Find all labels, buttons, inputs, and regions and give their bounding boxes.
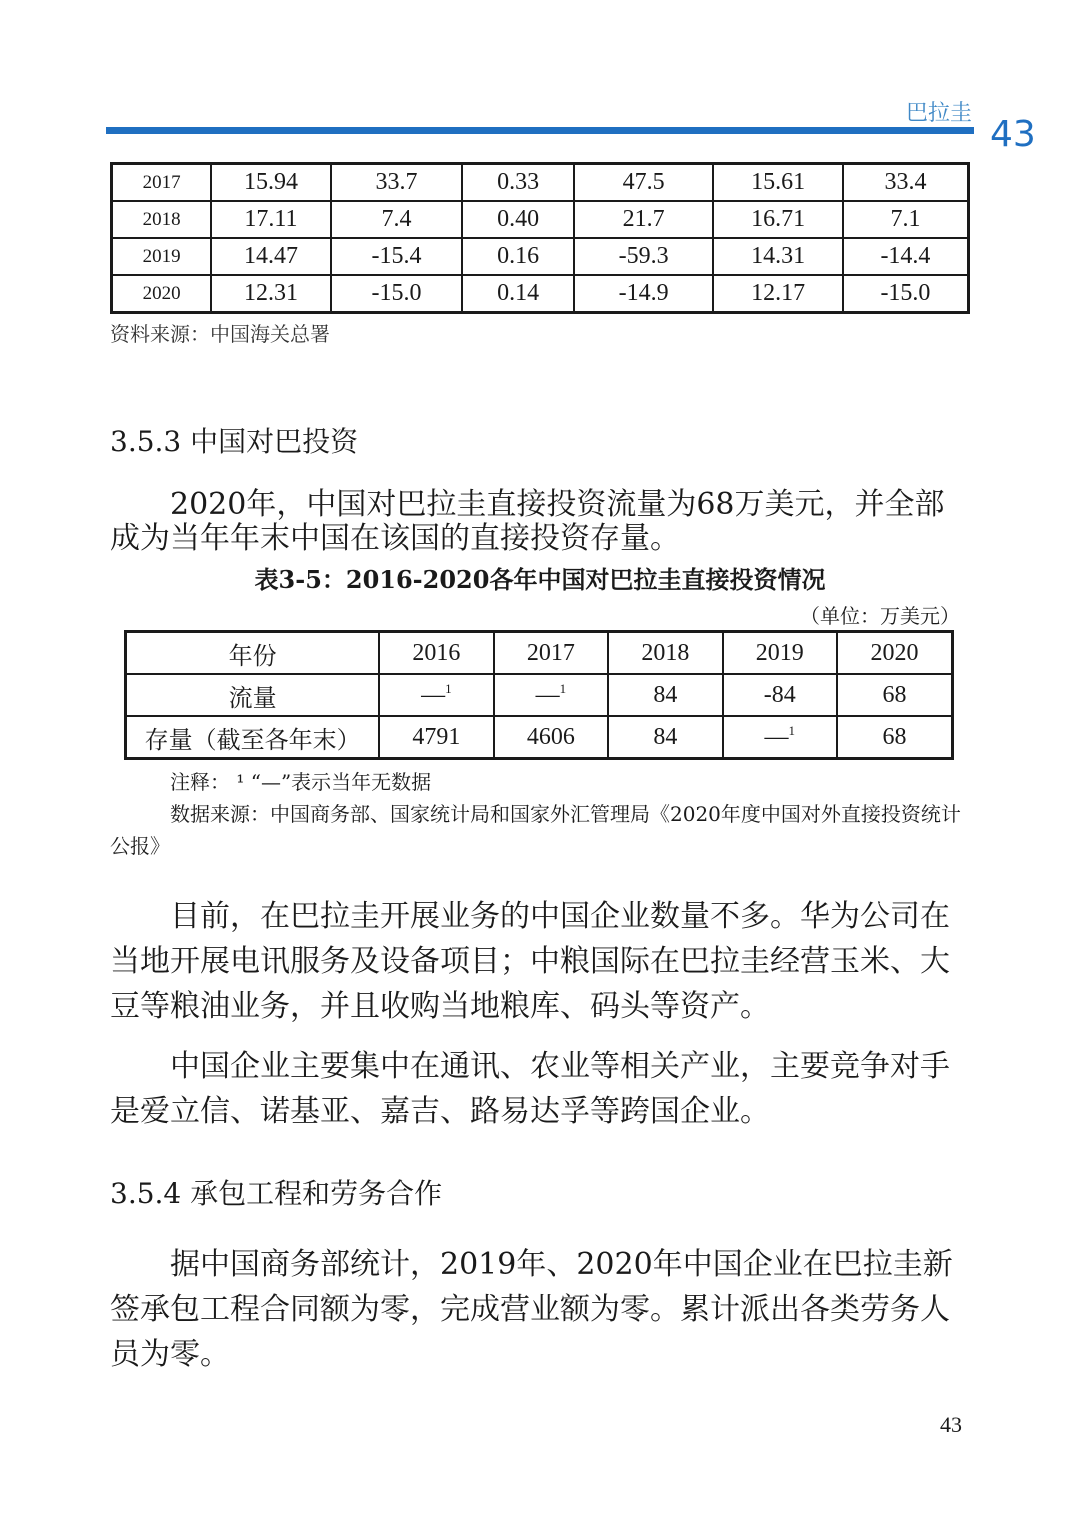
- table-cell: 47.5: [574, 164, 713, 202]
- stock-row: [126, 716, 953, 759]
- investment-table: [124, 630, 954, 760]
- header-cell: 2019: [723, 632, 837, 675]
- row-label: 存量（截至各年末）: [126, 716, 380, 759]
- trade-table-source: 资料来源：中国海关总署: [110, 322, 330, 346]
- table-cell: 12.31: [211, 275, 331, 313]
- table-cell: 33.7: [331, 164, 463, 202]
- header-cell: 2018: [608, 632, 722, 675]
- table-cell: 15.61: [713, 164, 843, 202]
- table-cell: 7.4: [331, 201, 463, 238]
- table-source: 数据来源：中国商务部、国家统计局和国家外汇管理局《2020年度中国对外直接投资统计公报》: [110, 802, 961, 858]
- paragraph-companies: 目前，在巴拉圭开展业务的中国企业数量不多。华为公司在当地开展电讯服务及设备项目；中粮国际在巴拉圭经营玉米、大豆等粮油业务，并且收购当地粮库、码头等资产。: [110, 899, 950, 1024]
- row-label: 流量: [126, 674, 380, 716]
- year-cell: 2020: [112, 275, 212, 313]
- year-cell: 2017: [112, 164, 212, 202]
- table-cell: 12.17: [713, 275, 843, 313]
- table-row: [112, 238, 969, 275]
- table-cell: -15.0: [331, 275, 463, 313]
- table-cell: 84: [608, 674, 722, 716]
- header-cell: 2020: [837, 632, 952, 675]
- table-cell: 21.7: [574, 201, 713, 238]
- table-cell: -59.3: [574, 238, 713, 275]
- table-cell: —$^1$: [494, 674, 608, 716]
- table-cell: 84: [608, 716, 722, 759]
- table-cell: 16.71: [713, 201, 843, 238]
- table-row: [112, 275, 969, 313]
- table-cell: 0.33: [462, 164, 574, 202]
- table-cell: 4606: [494, 716, 608, 759]
- table-cell: 14.47: [211, 238, 331, 275]
- table-cell: 0.14: [462, 275, 574, 313]
- table-caption: 表3-5：2016-2020各年中国对巴拉圭直接投资情况: [254, 565, 826, 594]
- table-cell: 4791: [379, 716, 493, 759]
- table-cell: 0.40: [462, 201, 574, 238]
- table-note: 注释： ¹ “—”表示当年无数据: [170, 770, 432, 794]
- table-unit: （单位：万美元）: [800, 604, 960, 628]
- paragraph-contracting: 据中国商务部统计，2019年、2020年中国企业在巴拉圭新签承包工程合同额为零，完成营业额为零。累计派出各类劳务人员为零。: [110, 1247, 953, 1372]
- footnote-mark: 1: [445, 681, 452, 696]
- table-cell: 68: [837, 674, 952, 716]
- table-row: [112, 201, 969, 238]
- table-cell: —$^1$: [379, 674, 493, 716]
- year-cell: 2018: [112, 201, 212, 238]
- table-cell: —$^1$: [723, 716, 837, 759]
- trade-table: [110, 162, 970, 314]
- header-rule: [106, 127, 974, 134]
- flow-row: [126, 674, 953, 716]
- footnote-mark: 1: [559, 681, 567, 696]
- table-cell: 33.4: [843, 164, 969, 202]
- paragraph-investment: 2020年，中国对巴拉圭直接投资流量为68万美元，并全部成为当年年末中国在该国的直接投资存量。: [110, 487, 945, 556]
- table-cell: 68: [837, 716, 952, 759]
- table-cell: 0.16: [462, 238, 574, 275]
- section-heading-353: 3.5.3 中国对巴投资: [110, 425, 359, 458]
- footer-page-number: 43: [940, 1412, 962, 1437]
- header-page-number: 43: [990, 114, 1036, 155]
- table-cell: -15.4: [331, 238, 463, 275]
- header-country-name: 巴拉圭: [905, 101, 972, 126]
- table-cell: 7.1: [843, 201, 969, 238]
- table-cell: -84: [723, 674, 837, 716]
- table-cell: 17.11: [211, 201, 331, 238]
- table-header-row: [126, 632, 953, 675]
- section-heading-354: 3.5.4 承包工程和劳务合作: [110, 1177, 443, 1210]
- paragraph-competitors: 中国企业主要集中在通讯、农业等相关产业，主要竞争对手是爱立信、诺基亚、嘉吉、路易达孚等跨国企业。: [110, 1049, 950, 1129]
- table-cell: 15.94: [211, 164, 331, 202]
- year-cell: 2019: [112, 238, 212, 275]
- table-cell: 14.31: [713, 238, 843, 275]
- table-row: [112, 164, 969, 202]
- table-cell: -15.0: [843, 275, 969, 313]
- header-cell: 2016: [379, 632, 493, 675]
- table-cell: -14.4: [843, 238, 969, 275]
- header-cell: 年份: [126, 632, 380, 675]
- header-cell: 2017: [494, 632, 608, 675]
- footnote-mark: 1: [788, 723, 796, 738]
- table-cell: -14.9: [574, 275, 713, 313]
